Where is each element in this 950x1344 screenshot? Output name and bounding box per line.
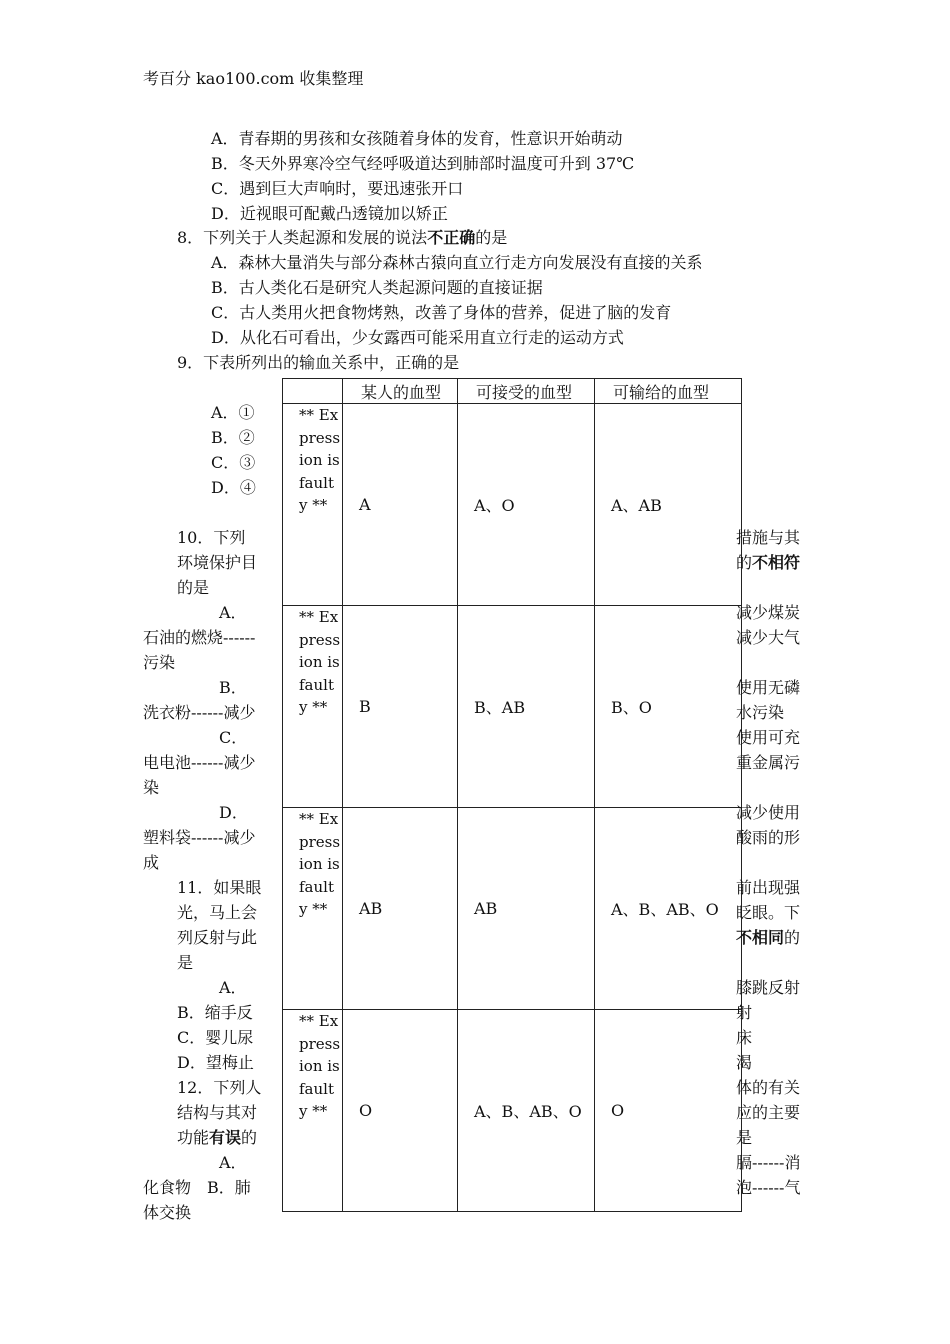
table-cell-accept: B、AB	[458, 606, 595, 808]
q10-option-a-text: 污染	[143, 653, 176, 672]
blood-transfusion-table	[282, 378, 742, 1212]
right-fragment: 膈------消	[736, 1153, 801, 1172]
table-row	[283, 404, 742, 606]
q12-stem-line: 结构与其对	[177, 1103, 258, 1122]
q10-option-a-label: A．	[219, 603, 247, 622]
q7-option-c: C．遇到巨大声响时，要迅速张开口	[211, 179, 464, 198]
expression-error-marker: ** Expression is faulty **	[283, 606, 343, 808]
right-fragment: 水污染	[736, 703, 785, 722]
right-fragment: 膝跳反射	[736, 978, 801, 997]
right-fragment-suffix: 的	[784, 928, 801, 947]
table-cell-type: O	[343, 1010, 458, 1212]
q8-option-b: B．古人类化石是研究人类起源问题的直接证据	[211, 278, 543, 297]
q8-stem-emphasis: 不正确	[427, 228, 476, 247]
right-fragment	[736, 925, 800, 950]
q10-option-c-text: 电电池------减少	[143, 753, 256, 772]
expression-error-marker: ** Expression is faulty **	[283, 404, 343, 606]
right-fragment-emphasis: 不相符	[752, 553, 801, 572]
table-cell-give: A、B、AB、O	[595, 808, 742, 1010]
expression-error-marker: ** Expression is faulty **	[283, 808, 343, 1010]
table-cell-type: A	[343, 404, 458, 606]
right-fragment: 渴	[736, 1053, 753, 1072]
q11-option-d: D．望梅止	[177, 1053, 254, 1072]
q12-stem-suffix: 的	[241, 1128, 258, 1147]
right-fragment: 使用可充	[736, 728, 801, 747]
right-fragment: 体的有关	[736, 1078, 801, 1097]
right-fragment: 重金属污	[736, 753, 801, 772]
q10-option-c-label: C．	[219, 728, 248, 747]
table-cell-accept: A、B、AB、O	[458, 1010, 595, 1212]
right-fragment: 措施与其	[736, 528, 801, 547]
q11-stem-line: 列反射与此	[177, 928, 258, 947]
q11-option-b: B．缩手反	[177, 1003, 253, 1022]
q8-stem-prefix: 8．下列关于人类起源和发展的说法	[177, 228, 428, 247]
q8-option-d: D．从化石可看出，少女露西可能采用直立行走的运动方式	[211, 328, 624, 347]
table-header-cell	[283, 379, 343, 404]
right-fragment: 泡------气	[736, 1178, 801, 1197]
q12-stem-prefix: 功能	[177, 1128, 210, 1147]
table-row	[283, 606, 742, 808]
q12-stem-line	[177, 1125, 257, 1150]
right-fragment: 酸雨的形	[736, 828, 801, 847]
q9-stem: 9．下表所列出的输血关系中，正确的是	[177, 353, 460, 372]
table-header-cell: 可接受的血型	[458, 379, 595, 404]
right-fragment: 前出现强	[736, 878, 801, 897]
right-fragment-emphasis: 不相同	[736, 928, 785, 947]
q8-stem-suffix: 的是	[475, 228, 508, 247]
q12-option-line: 化食物 B．肺	[143, 1178, 251, 1197]
q7-option-a: A．青春期的男孩和女孩随着身体的发育，性意识开始萌动	[211, 129, 623, 148]
q10-option-b-label: B．	[219, 678, 247, 697]
q10-option-d-label: D．	[219, 803, 248, 822]
right-fragment	[736, 550, 800, 575]
table-header-row	[283, 379, 742, 404]
q9-option-a: A．①	[211, 403, 255, 422]
right-fragment: 减少使用	[736, 803, 801, 822]
q8-option-c: C．古人类用火把食物烤熟，改善了身体的营养，促进了脑的发育	[211, 303, 672, 322]
right-fragment: 射	[736, 1003, 753, 1022]
q10-option-b-text: 洗衣粉------减少	[143, 703, 256, 722]
q10-stem-line: 10．下列	[177, 528, 246, 547]
q10-option-a-text: 石油的燃烧------	[143, 628, 256, 647]
table-cell-accept: AB	[458, 808, 595, 1010]
q11-stem-line: 11．如果眼	[177, 878, 262, 897]
q10-option-c-text: 染	[143, 778, 160, 797]
q11-stem-line: 是	[177, 953, 194, 972]
q9-option-b: B．②	[211, 428, 255, 447]
table-cell-give: B、O	[595, 606, 742, 808]
q9-option-c: C．③	[211, 453, 256, 472]
table-row	[283, 1010, 742, 1212]
right-fragment: 眨眼。下	[736, 903, 801, 922]
right-fragment: 应的主要	[736, 1103, 801, 1122]
q8-stem	[177, 225, 507, 250]
q12-option-line: 体交换	[143, 1203, 192, 1222]
right-fragment: 床	[736, 1028, 753, 1047]
q10-option-d-text: 成	[143, 853, 160, 872]
table-cell-accept: A、O	[458, 404, 595, 606]
q11-option-c: C．婴儿尿	[177, 1028, 254, 1047]
right-fragment: 使用无磷	[736, 678, 801, 697]
q7-option-d: D．近视眼可配戴凸透镜加以矫正	[211, 204, 448, 223]
table-cell-give: A、AB	[595, 404, 742, 606]
q8-option-a: A．森林大量消失与部分森林古猿向直立行走方向发展没有直接的关系	[211, 253, 703, 272]
page-header: 考百分 kao100.com 收集整理	[143, 69, 364, 88]
q11-option-a: A．	[219, 978, 247, 997]
q10-stem-line: 环境保护目	[177, 553, 258, 572]
right-fragment-prefix: 的	[736, 553, 753, 572]
right-fragment: 减少煤炭	[736, 603, 801, 622]
right-fragment: 是	[736, 1128, 753, 1147]
q12-stem-emphasis: 有误	[209, 1128, 242, 1147]
table-cell-type: AB	[343, 808, 458, 1010]
expression-error-marker: ** Expression is faulty **	[283, 1010, 343, 1212]
table-cell-type: B	[343, 606, 458, 808]
q12-option-a: A．	[219, 1153, 247, 1172]
q9-option-d: D．④	[211, 478, 256, 497]
q11-stem-line: 光，马上会	[177, 903, 258, 922]
table-header-cell: 可输给的血型	[595, 379, 742, 404]
table-row	[283, 808, 742, 1010]
q7-option-b: B．冬天外界寒冷空气经呼吸道达到肺部时温度可升到 37℃	[211, 154, 635, 173]
table-cell-give: O	[595, 1010, 742, 1212]
table-header-cell: 某人的血型	[343, 379, 458, 404]
q10-option-d-text: 塑料袋------减少	[143, 828, 256, 847]
q10-stem-line: 的是	[177, 578, 210, 597]
q12-stem-line: 12．下列人	[177, 1078, 262, 1097]
right-fragment: 减少大气	[736, 628, 801, 647]
